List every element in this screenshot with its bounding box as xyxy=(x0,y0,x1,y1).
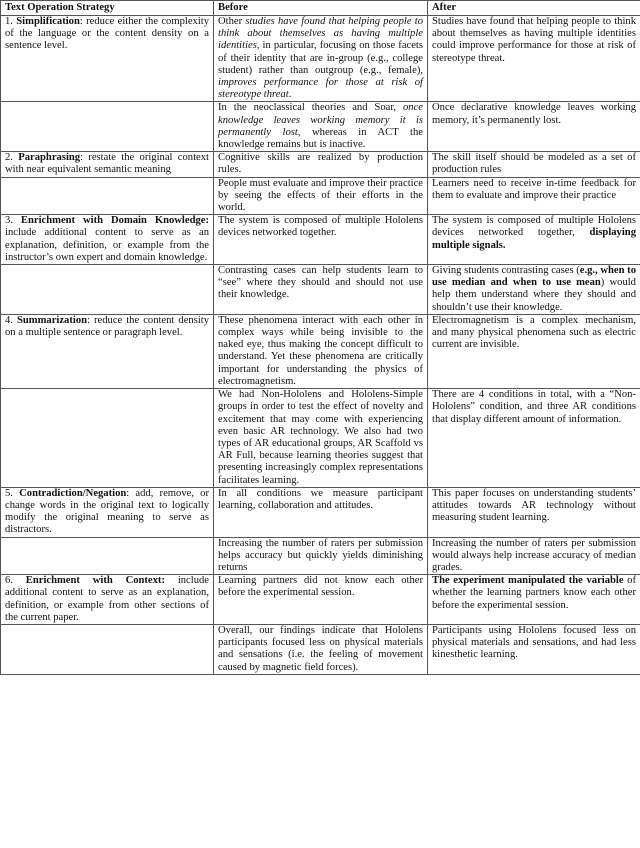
after-text-segment: of whether the learning partners know each other before the experimental session. xyxy=(432,575,636,611)
before-cell xyxy=(214,16,428,102)
before-cell xyxy=(214,389,428,488)
after-text-segment: ) would help them understand where they should and shouldn’t use their knowledge. xyxy=(432,277,636,313)
after-cell xyxy=(428,624,640,674)
table-row xyxy=(1,624,640,674)
table-row xyxy=(1,215,640,265)
after-cell xyxy=(428,537,640,575)
before-text-segment: We had Non-Hololens and Hololens-Simple groups in order to test the effect of novelty and excitement that may come with experiencing even basic AR technology. We also had two types of AR educational groups, AR Scaffold vs AR Full, because learning theories suggest that presenting increasingly complex representations facilitates learning. xyxy=(218,389,423,486)
table-row xyxy=(1,177,640,215)
before-text-segment: Other xyxy=(218,16,246,27)
after-text-segment: There are 4 conditions in total, with a “Non-Hololens” condition, and three AR conditions that display different amount of information. xyxy=(432,389,636,425)
after-text-segment: Increasing the number of raters per submission would always help increase accuracy of median grades. xyxy=(432,537,636,573)
strategy-name: Paraphrasing xyxy=(18,152,81,164)
strategy-number: 1. xyxy=(5,16,13,27)
before-text-segment: In the neoclassical theories and Soar, xyxy=(218,102,403,114)
after-cell xyxy=(428,102,640,152)
table-row xyxy=(1,16,640,102)
strategy-name: Contradiction/Negation xyxy=(19,487,127,499)
table-row xyxy=(1,265,640,315)
before-text-segment: once knowledge leaves working memory it is permanently lost xyxy=(218,102,423,138)
before-text-segment: Increasing the number of raters per submission helps accuracy but quickly yields diminishing returns xyxy=(218,537,423,573)
after-cell xyxy=(428,152,640,177)
header-before: Before xyxy=(214,1,428,16)
strategy-description: : reduce the content density on a multiple sentence or paragraph level. xyxy=(5,314,209,339)
strategy-name: Simplification xyxy=(16,16,80,27)
before-text-segment: studies have found that helping people to think about themselves as having multiple identities xyxy=(218,16,423,52)
strategy-name: Enrichment with Context: xyxy=(25,575,165,587)
strategy-cell xyxy=(1,575,214,625)
strategy-cell xyxy=(1,16,214,102)
after-text-segment: This paper focuses on understanding students’ attitudes towards AR technology without measuring student learning. xyxy=(432,487,636,524)
table-row xyxy=(1,389,640,488)
strategy-name: Enrichment with Domain Knowledge: xyxy=(20,215,209,227)
table-body xyxy=(1,16,640,675)
after-cell xyxy=(428,16,640,102)
table-row xyxy=(1,314,640,388)
after-text-segment: e.g., when to use median and when to use mean xyxy=(432,265,636,289)
before-cell xyxy=(214,265,428,315)
table-row xyxy=(1,487,640,537)
table-row xyxy=(1,152,640,177)
table-row xyxy=(1,575,640,625)
after-cell xyxy=(428,575,640,625)
after-cell xyxy=(428,215,640,265)
before-cell xyxy=(214,215,428,265)
strategy-number: 4. xyxy=(5,314,13,326)
strategy-cell xyxy=(1,624,214,674)
after-cell xyxy=(428,177,640,215)
strategy-cell xyxy=(1,102,214,152)
before-text-segment: Overall, our findings indicate that Hololens participants focused less on physical materials and sensations (i.e. the feeling of movement caused by magnetic field forces). xyxy=(218,624,423,673)
strategy-description: include additional content to serve as an explanation, definition, or example from the instructor’s own expert and domain knowledge. xyxy=(5,227,209,263)
strategy-description: include additional content to serve as an explanation, definition, or example from other sections of the current paper. xyxy=(5,575,209,623)
after-text-segment: The skill itself should be modeled as a set of production rules xyxy=(432,152,636,176)
strategy-description: : add, remove, or change words in the original text to logically modify the original meaning to serve as distractors. xyxy=(5,487,209,536)
strategy-cell xyxy=(1,537,214,575)
strategy-description: : restate the original context with near equivalent semantic meaning xyxy=(5,152,209,176)
strategy-number: 6. xyxy=(5,575,13,587)
before-cell xyxy=(214,537,428,575)
after-text-segment: Once declarative knowledge leaves working memory, it’s permanently lost. xyxy=(432,102,636,126)
after-text-segment: Participants using Hololens focused less on physical materials and sensations, and had less kinesthetic learning. xyxy=(432,624,636,661)
before-text-segment: Cognitive skills are realized by production rules. xyxy=(218,152,423,176)
table-row xyxy=(1,537,640,575)
before-cell xyxy=(214,314,428,388)
table-row xyxy=(1,102,640,152)
strategy-cell xyxy=(1,215,214,265)
strategy-cell xyxy=(1,177,214,215)
after-text-segment: The experiment manipulated the variable xyxy=(432,575,624,587)
header-after: After xyxy=(428,1,640,16)
before-text-segment: Learning partners did not know each other before the experimental session. xyxy=(218,575,423,599)
strategy-description: : reduce either the complexity of the language or the content density on a sentence level. xyxy=(5,16,210,52)
before-cell xyxy=(214,177,428,215)
after-text-segment: displaying multiple signals. xyxy=(432,227,636,251)
before-cell xyxy=(214,487,428,537)
before-text-segment: , in particular, focusing on those facets of their identity that are in-group (e.g., college student) rather than outgroup (e.g., female), xyxy=(218,40,423,76)
after-cell xyxy=(428,487,640,537)
after-cell xyxy=(428,265,640,315)
strategy-cell xyxy=(1,389,214,488)
strategy-number: 5. xyxy=(5,487,13,499)
after-cell xyxy=(428,389,640,488)
before-text-segment: Contrasting cases can help students learn to “see” where they should and should not use their knowledge. xyxy=(218,265,423,301)
after-text-segment: Learners need to receive in-time feedback for them to evaluate and improve their practice xyxy=(432,177,636,201)
strategy-cell xyxy=(1,152,214,177)
strategy-cell xyxy=(1,487,214,537)
header-strategy: Text Operation Strategy xyxy=(1,1,214,16)
before-cell xyxy=(214,152,428,177)
before-text-segment: These phenomena interact with each other in complex ways while being invisible to the naked eye, thus making the concept difficult to understand. Yet these phenomena are critically important for understanding the physics of electromagnetism. xyxy=(218,314,423,387)
before-cell xyxy=(214,575,428,625)
before-text-segment: . xyxy=(288,89,292,101)
table-header-row xyxy=(1,1,640,16)
strategy-cell xyxy=(1,265,214,315)
after-text-segment: Studies have found that helping people to think about themselves as having multiple identities could improve performance for those at risk of stereotype threat. xyxy=(432,16,636,64)
after-text-segment: The system is composed of multiple Hololens devices networked together, xyxy=(432,215,636,239)
strategy-cell xyxy=(1,314,214,388)
before-text-segment: improves performance for those at risk of stereotype threat xyxy=(218,77,423,101)
strategy-number: 3. xyxy=(5,215,13,227)
strategy-name: Summarization xyxy=(16,314,88,326)
strategy-number: 2. xyxy=(5,152,13,164)
after-text-segment: Giving students contrasting cases ( xyxy=(432,265,580,277)
before-text-segment: The system is composed of multiple Hololens devices networked together. xyxy=(218,215,423,239)
after-text-segment: Electromagnetism is a complex mechanism, and many physical phenomena such as electric current are invisible. xyxy=(432,314,636,351)
before-text-segment: , whereas in ACT the knowledge remains but is inactive. xyxy=(218,126,423,151)
before-text-segment: People must evaluate and improve their practice by seeing the effects of their efforts in the world. xyxy=(218,177,423,214)
before-text-segment: In all conditions we measure participant learning, collaboration and attitudes. xyxy=(218,487,423,511)
before-cell xyxy=(214,624,428,674)
before-cell xyxy=(214,102,428,152)
after-cell xyxy=(428,314,640,388)
